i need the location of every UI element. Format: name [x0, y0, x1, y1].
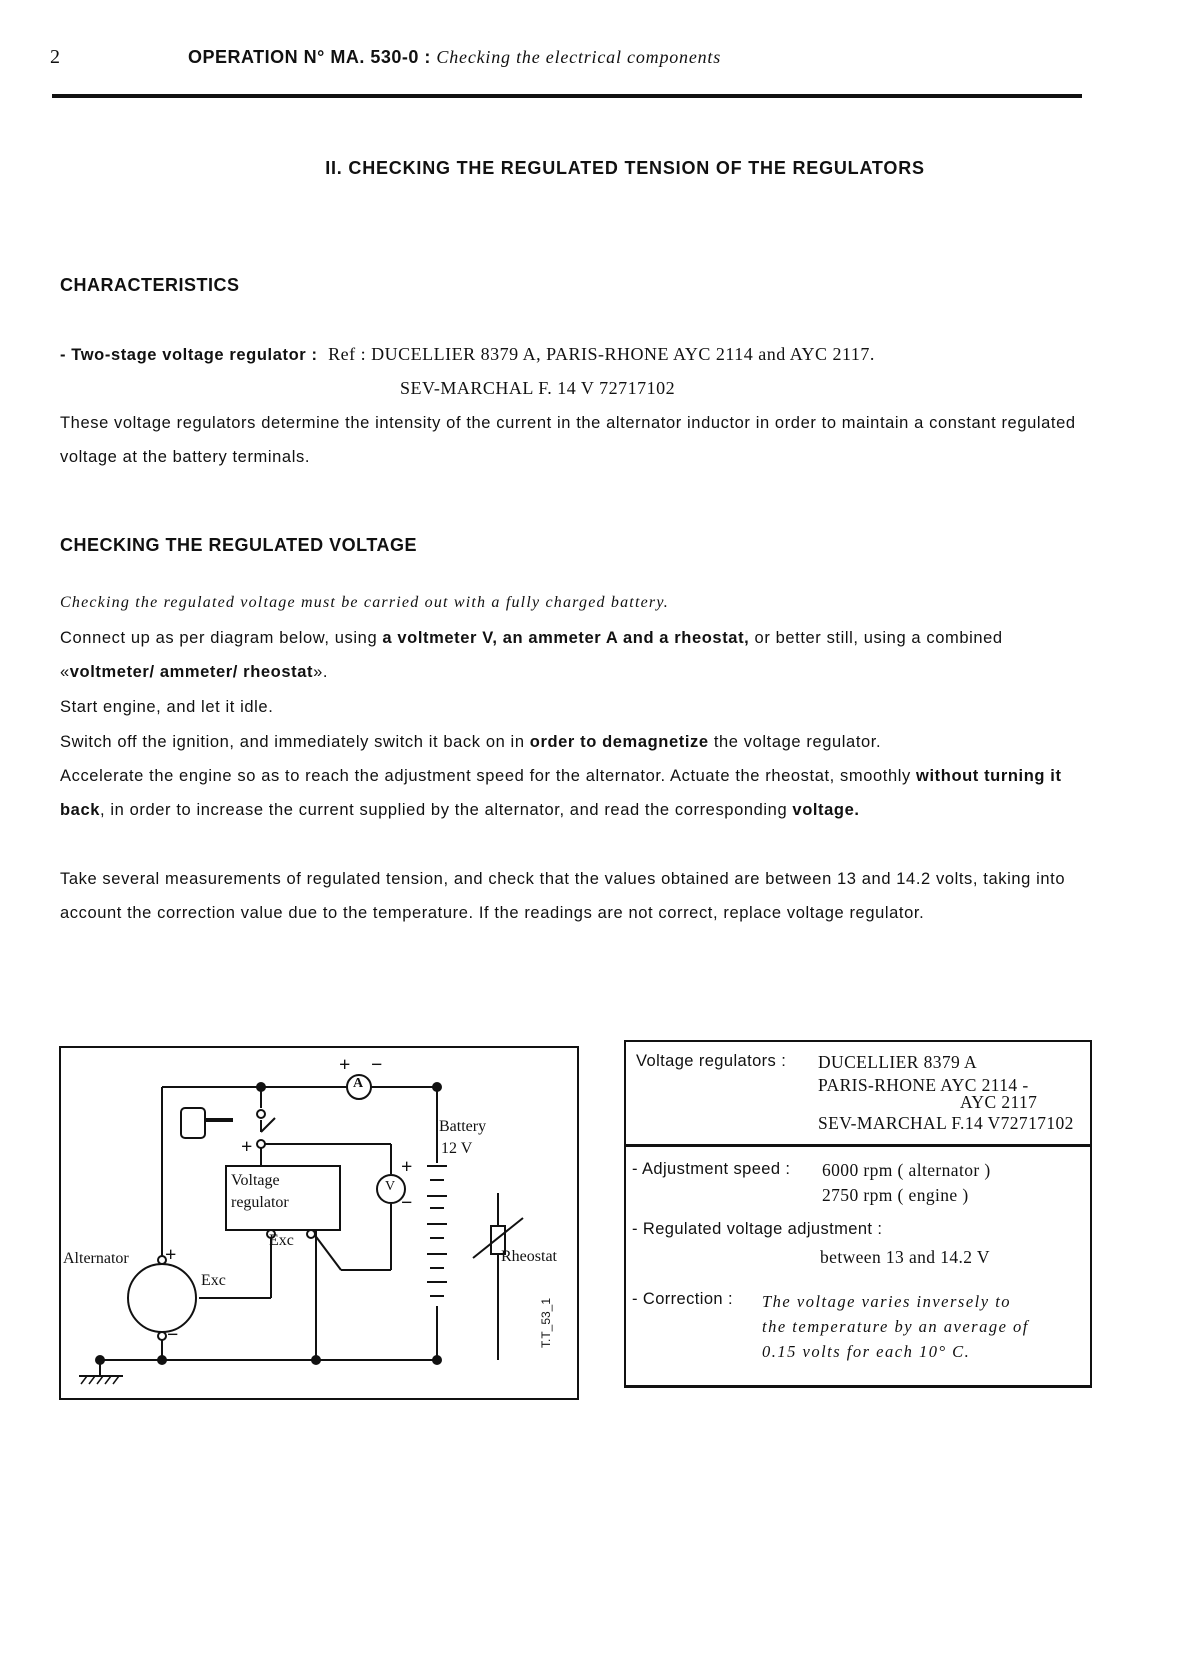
exc-label-alternator: Exc — [201, 1272, 226, 1289]
voltmeter-minus: − — [401, 1192, 413, 1214]
spec-regulated-label: - Regulated voltage adjustment : — [632, 1220, 883, 1238]
alternator-minus: − — [167, 1324, 179, 1346]
spec-correction-line-1: The voltage varies inversely to — [762, 1292, 1012, 1311]
voltage-regulator-label-2: regulator — [231, 1194, 289, 1211]
regulator-plus: + — [241, 1136, 253, 1158]
voltmeter-label: V — [385, 1179, 396, 1194]
checking-paragraph-1 — [60, 621, 1100, 689]
p3-text-a: Switch off the ignition, and immediately switch it back on in — [60, 733, 530, 751]
ammeter-label: A — [353, 1076, 364, 1091]
checking-note: Checking the regulated voltage must be carried out with a fully charged battery. — [60, 594, 669, 611]
p1-text-c: or better still, using a combined « — [60, 629, 1003, 681]
voltmeter-plus: + — [401, 1156, 413, 1178]
spec-correction-line-2: the temperature by an average of — [762, 1317, 1029, 1336]
wiring-schematic — [61, 1048, 577, 1398]
p1-bold-combined: voltmeter/ ammeter/ rheostat — [69, 663, 314, 681]
spec-speed-alternator: 6000 rpm ( alternator ) — [822, 1160, 991, 1180]
checking-paragraph-3 — [60, 725, 1100, 759]
spec-regulated-value: between 13 and 14.2 V — [820, 1247, 990, 1267]
p3-bold: order to demagnetize — [529, 733, 709, 751]
spec-correction-line-3: 0.15 volts for each 10° C. — [762, 1342, 971, 1361]
section-title: II. CHECKING THE REGULATED TENSION OF THE REGULATORS — [325, 158, 925, 178]
reference-line-1: Ref : DUCELLIER 8379 A, PARIS-RHONE AYC 2114 and AYC 2117. — [328, 344, 875, 364]
operation-header — [188, 47, 721, 68]
spec-correction-label: - Correction : — [632, 1290, 733, 1308]
p1-bold-instruments: a voltmeter V, an ammeter A and a rheostat, — [382, 629, 750, 647]
spec-model-1: DUCELLIER 8379 A — [818, 1052, 978, 1072]
battery-label: Battery — [439, 1118, 487, 1135]
alternator-symbol — [128, 1264, 196, 1332]
operation-code: OPERATION N° MA. 530-0 : — [188, 47, 431, 67]
checking-paragraph-2: Start engine, and let it idle. — [60, 698, 274, 716]
regulator-reference — [60, 344, 875, 365]
p1-text-e: ». — [313, 663, 329, 681]
p1-text-a: Connect up as per diagram below, using — [60, 629, 383, 647]
checking-heading: CHECKING THE REGULATED VOLTAGE — [60, 535, 417, 555]
characteristics-paragraph: These voltage regulators determine the intensity of the current in the alternator inductor in order to maintain a constant regulated voltage at the battery terminals. — [60, 414, 1076, 466]
alternator-label: Alternator — [63, 1250, 129, 1267]
p4-bold: without turning it back — [60, 767, 1062, 819]
regulator-label: - Two-stage voltage regulator : — [60, 346, 318, 364]
operation-subtitle: Checking the electrical components — [436, 47, 722, 67]
reference-line-2: SEV-MARCHAL F. 14 V 72717102 — [400, 378, 676, 398]
ammeter-plus: + — [339, 1054, 351, 1076]
exc-label-regulator: Exc — [269, 1232, 294, 1249]
p4-text-a: Accelerate the engine so as to reach the adjustment speed for the alternator. Actuate the rheostat, smoothly — [60, 767, 917, 785]
p4-text-c: , in order to increase the current supplied by the alternator, and read the corresponding — [100, 801, 793, 819]
p3-text-c: the voltage regulator. — [708, 733, 882, 751]
p4-bold-voltage: voltage. — [792, 801, 860, 819]
spec-model-3: AYC 2117 — [960, 1092, 1038, 1112]
voltage-regulator-label-1: Voltage — [231, 1172, 280, 1189]
checking-paragraph-4 — [60, 759, 1100, 827]
spec-model-4: SEV-MARCHAL F.14 V72717102 — [818, 1113, 1074, 1133]
header-rule — [52, 94, 1082, 98]
page-number: 2 — [50, 46, 60, 68]
wiring-diagram — [59, 1046, 579, 1400]
spec-speed-engine: 2750 rpm ( engine ) — [822, 1185, 969, 1205]
alternator-plus: + — [165, 1244, 177, 1266]
checking-paragraph-5: Take several measurements of regulated tension, and check that the values obtained are between 13 and 14.2 volts, taking into account the correction value due to the temperature. If the readings are not correct, replace voltage regulator. — [60, 870, 1066, 922]
battery-voltage-label: 12 V — [441, 1140, 473, 1157]
spec-model-2: PARIS-RHONE AYC 2114 - — [818, 1075, 1029, 1095]
rheostat-label: Rheostat — [501, 1248, 557, 1265]
spec-divider — [626, 1144, 1090, 1147]
spec-regulators-label: Voltage regulators : — [636, 1052, 787, 1070]
diagram-reference-code: T.T_53_1 — [539, 1297, 553, 1348]
characteristics-heading: CHARACTERISTICS — [60, 275, 240, 295]
ammeter-minus: − — [371, 1054, 383, 1076]
spec-speed-label: - Adjustment speed : — [632, 1160, 791, 1178]
spec-box — [624, 1040, 1092, 1388]
